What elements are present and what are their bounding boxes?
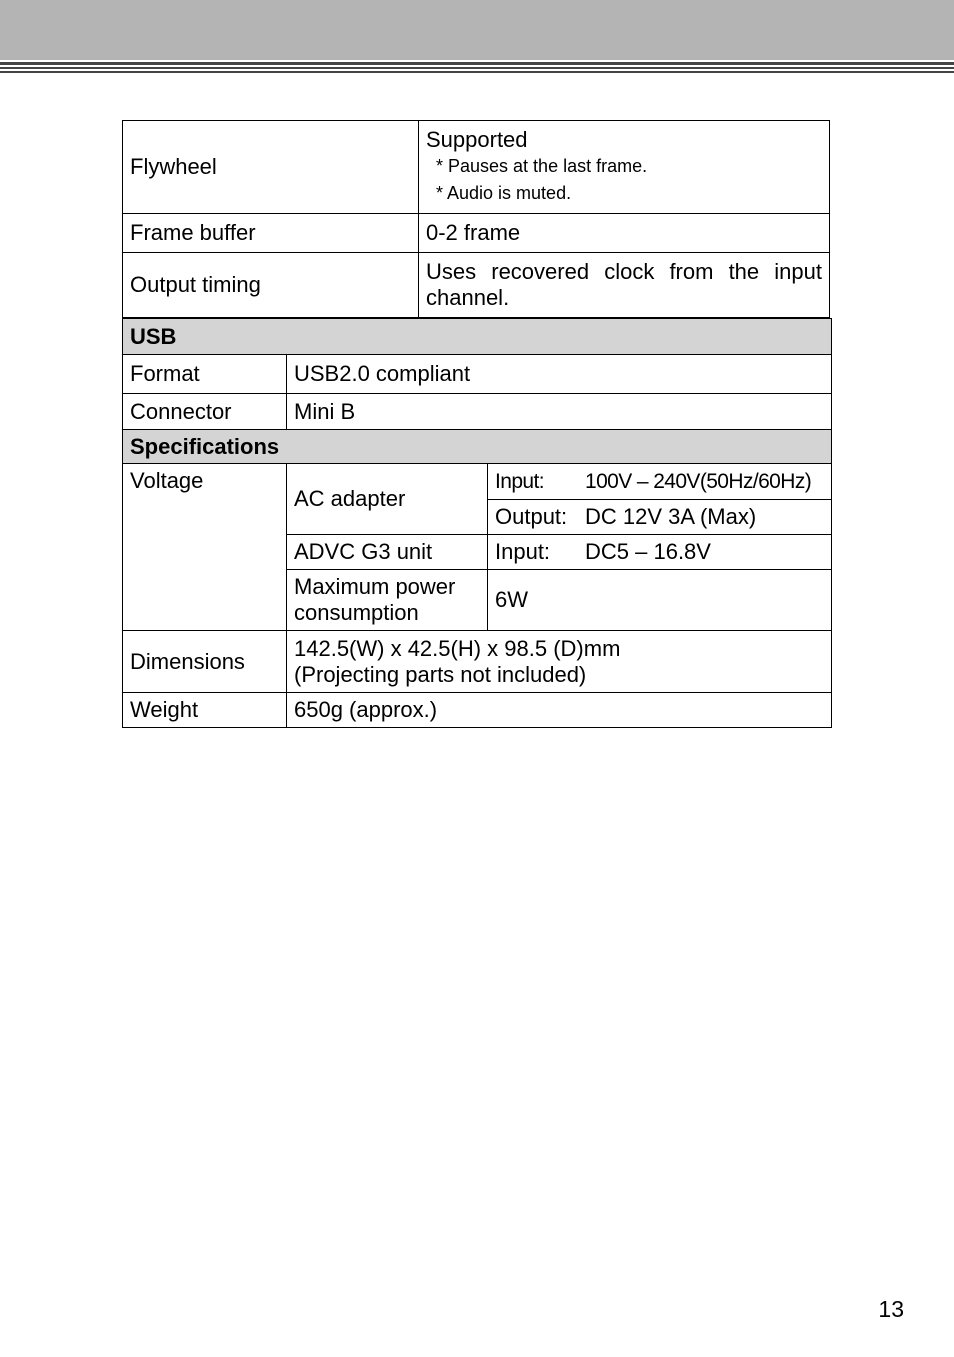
output-timing-line: channel. [426, 285, 510, 310]
format-label: Format [123, 355, 287, 394]
max-power-value: 6W [488, 570, 832, 631]
advc-unit-label: ADVC G3 unit [287, 535, 488, 570]
ac-output-value [488, 500, 832, 535]
frame-buffer-label: Frame buffer [123, 214, 419, 253]
weight-label: Weight [123, 693, 287, 728]
header-band [0, 0, 954, 60]
table-row [123, 355, 832, 394]
table-row [123, 430, 832, 464]
max-power-line: consumption [294, 600, 419, 625]
connector-label: Connector [123, 394, 287, 430]
flywheel-value [419, 121, 830, 214]
video-spec-table [122, 120, 830, 318]
advc-input-label: Input: [495, 539, 551, 564]
table-row [123, 214, 830, 253]
output-timing-value [419, 253, 830, 318]
header-rule [0, 62, 954, 65]
ac-adapter-label: AC adapter [287, 464, 488, 535]
flywheel-note: * Pauses at the last frame. [436, 156, 648, 176]
table-row [123, 121, 830, 214]
usb-spec-table [122, 318, 832, 728]
dimensions-line: (Projecting parts not included) [294, 661, 587, 687]
table-row [123, 693, 832, 728]
ac-input-value [488, 464, 832, 500]
flywheel-label: Flywheel [123, 121, 419, 214]
flywheel-note: * Audio is muted. [436, 183, 572, 203]
advc-input-range: DC5 – 16.8V [585, 539, 711, 564]
page-number: 13 [878, 1296, 904, 1322]
ac-output-rating: DC 12V 3A (Max) [585, 504, 757, 529]
table-row [123, 253, 830, 318]
header-rule [0, 71, 954, 73]
voltage-label: Voltage [123, 464, 287, 631]
header-rule [0, 67, 954, 69]
output-timing-label: Output timing [123, 253, 419, 318]
ac-output-label: Output: [495, 504, 568, 529]
usb-section-header: USB [123, 319, 832, 355]
flywheel-supported: Supported [426, 127, 528, 152]
advc-input-value [488, 535, 832, 570]
max-power-line: Maximum power [294, 574, 456, 599]
dimensions-line: 142.5(W) x 42.5(H) x 98.5 (D)mm [294, 635, 621, 661]
table-row [123, 464, 832, 500]
frame-buffer-value: 0-2 frame [419, 214, 830, 253]
table-row [123, 394, 832, 430]
table-row [123, 319, 832, 355]
specifications-section-header: Specifications [123, 430, 832, 464]
max-power-label [287, 570, 488, 631]
connector-value: Mini B [287, 394, 832, 430]
dimensions-value [287, 631, 832, 693]
ac-input-label: Input: [495, 469, 544, 493]
ac-input-range: 100V – 240V(50Hz/60Hz) [585, 469, 812, 493]
format-value: USB2.0 compliant [287, 355, 832, 394]
table-row [123, 631, 832, 693]
dimensions-label: Dimensions [123, 631, 287, 693]
output-timing-line: Uses recovered clock from the input [426, 259, 822, 284]
weight-value: 650g (approx.) [287, 693, 832, 728]
